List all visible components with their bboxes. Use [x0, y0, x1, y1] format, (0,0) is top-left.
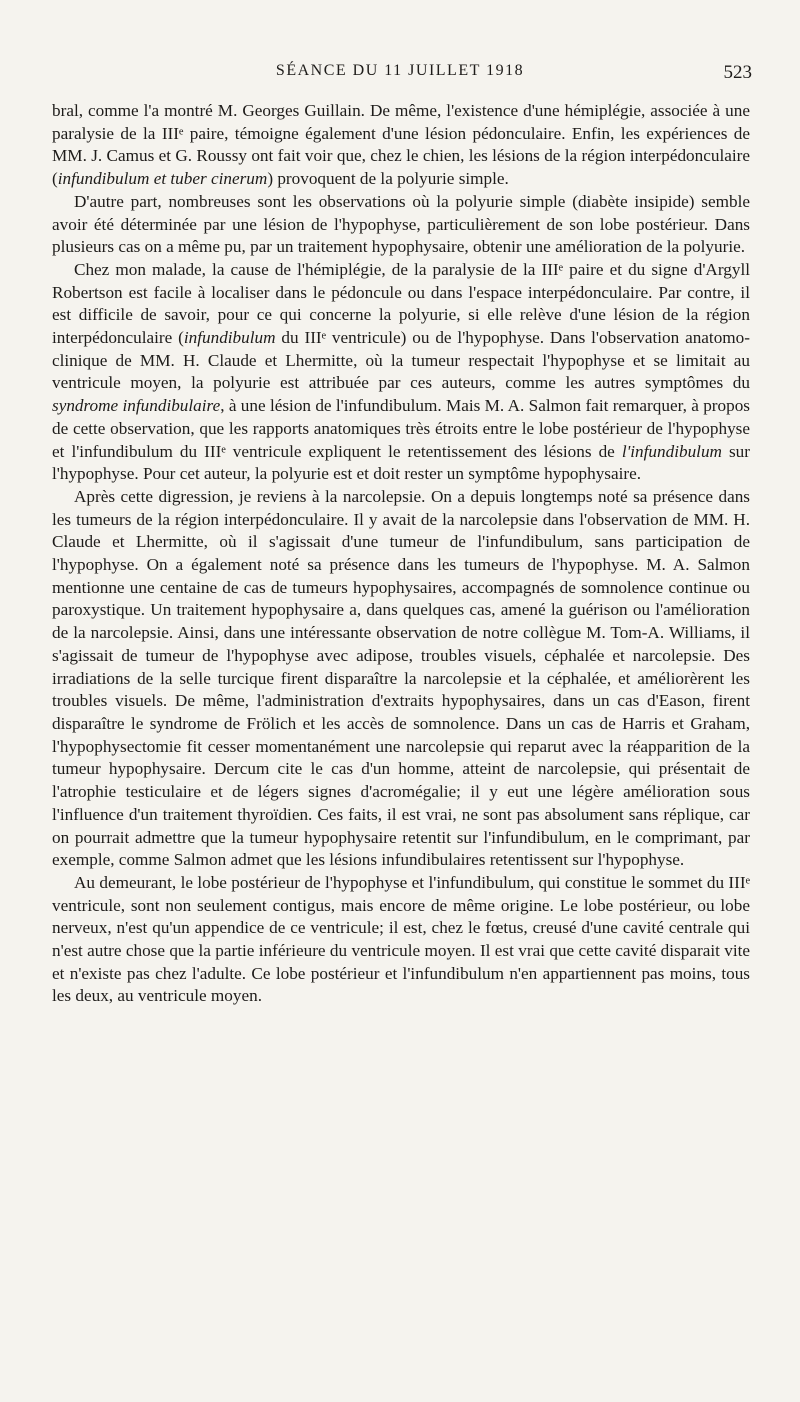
text-run: Au demeurant, le lobe postérieur de l'hypophyse et l'infundibulum, qui constitue le sommet du IIIᵉ ventricule, sont non seulement contigus, mais encore de même origine. Le lobe postérieur, ou lobe nerveux, n'est qu'un appendice de ce ventricule; il est, chez le fœtus, creusé d'une cavité centrale qui n'est autre chose que la partie inférieure du ventricule moyen. Il est vrai que cette cavité disparait vite et n'existe pas chez l'adulte. Ce lobe postérieur et l'infundibulum n'en appartiennent pas moins, tous les deux, au ventricule moyen. [52, 872, 750, 1006]
italic-term: syndrome infundibulaire [52, 396, 221, 416]
paragraph [52, 872, 750, 1008]
text-run: D'autre part, nombreuses sont les observations où la polyurie simple (diabète insipide) semble avoir été déterminée par une lésion de l'hypophyse, particulièrement de son lobe postérieur. Dans plusieurs cas on a même pu, par un traitement hypophysaire, obtenir une amélioration de la polyurie. [52, 191, 750, 257]
text-run: du IIIᵉ ventricule) ou de l'hypophyse. Dans l'observation anatomo-clinique de MM. H. Claude et Lhermitte, où la tumeur respectait l'hypophyse et se limitait au ventricule moyen, la polyurie est attribuée par ces auteurs, comme les autres symptômes du [52, 328, 750, 393]
text-run: ) provoquent de la polyurie simple. [267, 169, 509, 189]
text-run: bral, comme l'a montré M. Georges Guillain. De même, l'existence d'une hémiplégie, associée à une paralysie de la IIIᵉ paire, témoigne également d'une lésion pédonculaire. Enfin, les expériences de MM. J. Camus et G. Roussy ont fait voir que, chez le chien, les lésions de la région interpédonculaire ( [52, 101, 750, 189]
paragraph [52, 100, 750, 191]
italic-term: infundibulum [183, 328, 276, 348]
text-run: Chez mon malade, la cause de l'hémiplégie, de la paralysie de la IIIᵉ paire et du signe d'Argyll Robertson est facile à localiser dans le pédoncule ou dans l'espace interpédonculaire. Par contre, il est difficile de savoir, pour ce qui concerne la polyurie, si elle relève d'une lésion de la région interpédonculaire ( [52, 259, 750, 348]
paragraph [52, 259, 750, 486]
page-number: 523 [723, 62, 752, 83]
italic-term: l'infundibulum [621, 441, 722, 461]
body-text [52, 100, 750, 1008]
paragraph [52, 486, 750, 872]
paragraph [52, 191, 750, 259]
text-run: , à une lésion de l'infundibulum. Mais M. A. Salmon fait remarquer, à propos de cette observation, que les rapports anatomiques très étroits entre le lobe postérieur de l'hypophyse et l'infundibulum du IIIᵉ ventricule expliquent le retentissement des lésions de [52, 396, 750, 461]
running-head [0, 62, 800, 84]
text-run: Après cette digression, je reviens à la narcolepsie. On a depuis longtemps noté sa présence dans les tumeurs de la région interpédonculaire. Il y avait de la narcolepsie dans l'observation de MM. H. Claude et Lhermitte, où il s'agissait d'une tumeur de l'infundibulum, sans participation de l'hypophyse. On a également noté sa présence dans les tumeurs de l'hypophyse. M. A. Salmon mentionne une centaine de cas de tumeurs hypophysaires, accompagnés de somnolence continue ou paroxystique. Un traitement hypophysaire a, dans quelques cas, amené la guérison ou l'amélioration de la narcolepsie. Ainsi, dans une intéressante observation de notre collègue M. Tom-A. Williams, il s'agissait de tumeur de l'hypophyse avec adipose, troubles visuels, céphalée et narcolepsie. Des irradiations de la selle turcique firent disparaître la narcolepsie et la céphalée, et améliorèrent les troubles visuels. De même, l'administration d'extraits hypophysaires, dans un cas d'Eason, firent disparaître le syndrome de Frölich et les accès de somnolence. Dans un cas de Harris et Graham, l'hypophysectomie fit cesser momentanément une narcolepsie qui reparut avec la réapparition de la tumeur hypophysaire. Dercum cite le cas d'un homme, atteint de narcolepsie, qui présentait de l'atrophie testiculaire et de légers signes d'acromégalie; il y eut une légère amélioration sous l'influence d'un traitement thyroïdien. Ces faits, il est vrai, ne sont pas absolument sans réplique, car on pourrait admettre que la tumeur hypophysaire retentit sur l'infundibulum, en le comprimant, par exemple, comme Salmon admet que les lésions infundibulaires retentissent sur l'hypophyse. [52, 486, 750, 870]
running-head-title: SÉANCE DU 11 JUILLET 1918 [275, 62, 525, 79]
text-run: sur l'hypophyse. Pour cet auteur, la polyurie est et doit rester un symptôme hypophysaire. [52, 441, 750, 484]
italic-term: infundibulum et tuber cinerum [57, 169, 268, 189]
